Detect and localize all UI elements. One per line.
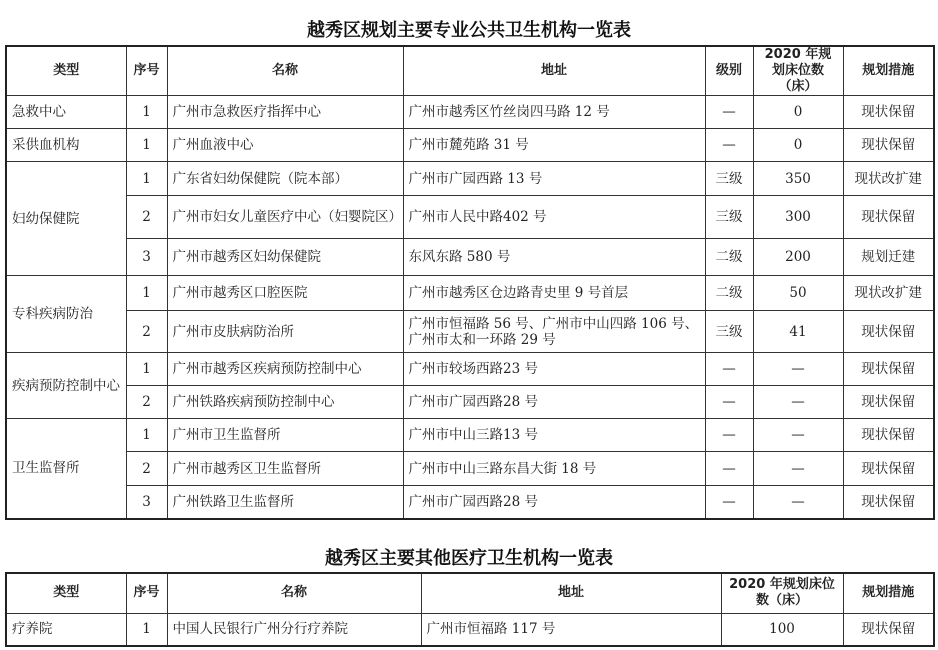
- table-cell: 广州市越秀区口腔医院: [167, 276, 403, 311]
- table-cell: 广州市广园西路28 号: [403, 486, 705, 519]
- table-cell: 100: [721, 613, 843, 646]
- table-cell: —: [705, 129, 753, 162]
- column-header: 2020 年规划床位数（床）: [753, 46, 843, 96]
- table-cell: 2: [126, 452, 167, 486]
- table-cell: 广州市越秀区仓边路青史里 9 号首层: [403, 276, 705, 311]
- column-header: 类型: [6, 573, 126, 613]
- table-row: [6, 311, 934, 353]
- table-cell: —: [753, 486, 843, 519]
- table-cell: 广州市越秀区疾病预防控制中心: [167, 353, 403, 386]
- table-cell: 现状保留: [843, 96, 934, 129]
- table-cell: 现状保留: [843, 452, 934, 486]
- type-cell: 卫生监督所: [6, 419, 126, 519]
- table-cell: 现状改扩建: [843, 162, 934, 196]
- table-cell: —: [753, 452, 843, 486]
- table-cell: 广东省妇幼保健院（院本部）: [167, 162, 403, 196]
- type-cell: 妇幼保健院: [6, 162, 126, 276]
- column-header: 地址: [421, 573, 721, 613]
- table-specialized-public-health: [5, 45, 935, 520]
- table-row: [6, 162, 934, 196]
- table-cell: 0: [753, 96, 843, 129]
- table-cell: —: [705, 386, 753, 419]
- column-header: 规划措施: [843, 573, 934, 613]
- table-cell: —: [705, 353, 753, 386]
- column-header: 规划措施: [843, 46, 934, 96]
- table-cell: 现状保留: [843, 419, 934, 452]
- table-cell: 广州市人民中路402 号: [403, 196, 705, 239]
- type-cell: 专科疾病防治: [6, 276, 126, 353]
- table-cell: 广州市中山三路东昌大街 18 号: [403, 452, 705, 486]
- table-cell: —: [705, 96, 753, 129]
- table-cell: 广州铁路卫生监督所: [167, 486, 403, 519]
- table-cell: 41: [753, 311, 843, 353]
- table-cell: 广州市越秀区妇幼保健院: [167, 239, 403, 276]
- column-header: 地址: [403, 46, 705, 96]
- table-cell: 广州市越秀区卫生监督所: [167, 452, 403, 486]
- table-cell: 广州市急救医疗指挥中心: [167, 96, 403, 129]
- table-row: [6, 419, 934, 452]
- type-cell: 疾病预防控制中心: [6, 353, 126, 419]
- table-cell: 现状保留: [843, 311, 934, 353]
- column-header: 2020 年规划床位数（床）: [721, 573, 843, 613]
- table-cell: 广州市卫生监督所: [167, 419, 403, 452]
- table-cell: 东风东路 580 号: [403, 239, 705, 276]
- column-header: 级别: [705, 46, 753, 96]
- table-cell: 现状保留: [843, 386, 934, 419]
- table-row: [6, 353, 934, 386]
- table-cell: 现状保留: [843, 486, 934, 519]
- header-row: [6, 573, 934, 613]
- column-header: 序号: [126, 573, 167, 613]
- table-cell: 0: [753, 129, 843, 162]
- table-cell: 二级: [705, 276, 753, 311]
- table-cell: 350: [753, 162, 843, 196]
- table-row: [6, 486, 934, 519]
- table-cell: 1: [126, 276, 167, 311]
- table-cell: 现状保留: [843, 353, 934, 386]
- type-cell: 采供血机构: [6, 129, 126, 162]
- table-cell: 广州市恒福路 117 号: [421, 613, 721, 646]
- table-row: [6, 196, 934, 239]
- table-cell: 现状改扩建: [843, 276, 934, 311]
- table-cell: 广州市皮肤病防治所: [167, 311, 403, 353]
- table-cell: 1: [126, 96, 167, 129]
- table-row: [6, 452, 934, 486]
- table-cell: 广州市中山三路13 号: [403, 419, 705, 452]
- table-cell: 广州铁路疾病预防控制中心: [167, 386, 403, 419]
- column-header: 序号: [126, 46, 167, 96]
- table-row: [6, 129, 934, 162]
- table-cell: 中国人民银行广州分行疗养院: [167, 613, 421, 646]
- table-cell: 现状保留: [843, 613, 934, 646]
- table-cell: 广州市妇女儿童医疗中心（妇婴院区）: [167, 196, 403, 239]
- table-cell: 广州血液中心: [167, 129, 403, 162]
- table1-title: 越秀区规划主要专业公共卫生机构一览表: [307, 20, 631, 41]
- table-cell: —: [753, 419, 843, 452]
- table-row: [6, 613, 934, 646]
- table-cell: 广州市越秀区竹丝岗四马路 12 号: [403, 96, 705, 129]
- table-cell: 现状保留: [843, 129, 934, 162]
- table-cell: 3: [126, 486, 167, 519]
- table-cell: 1: [126, 353, 167, 386]
- table-cell: 二级: [705, 239, 753, 276]
- table-cell: —: [753, 353, 843, 386]
- table-cell: —: [705, 452, 753, 486]
- table-row: [6, 386, 934, 419]
- table-cell: 2: [126, 311, 167, 353]
- table-cell: 规划迁建: [843, 239, 934, 276]
- table-cell: 1: [126, 129, 167, 162]
- table-cell: 广州市较场西路23 号: [403, 353, 705, 386]
- table-cell: 现状保留: [843, 196, 934, 239]
- type-cell: 疗养院: [6, 613, 126, 646]
- table-cell: 3: [126, 239, 167, 276]
- table-cell: 三级: [705, 311, 753, 353]
- table-cell: 广州市广园西路 13 号: [403, 162, 705, 196]
- table-cell: 三级: [705, 162, 753, 196]
- table-row: [6, 239, 934, 276]
- table-other-medical: [5, 572, 935, 647]
- table-cell: 2: [126, 196, 167, 239]
- table-cell: —: [753, 386, 843, 419]
- table-cell: —: [705, 419, 753, 452]
- table-cell: 50: [753, 276, 843, 311]
- table-cell: 广州市恒福路 56 号、广州市中山四路 106 号、广州市太和一环路 29 号: [403, 311, 705, 353]
- table-cell: —: [705, 486, 753, 519]
- table-cell: 广州市麓苑路 31 号: [403, 129, 705, 162]
- header-row: [6, 46, 934, 96]
- table-cell: 1: [126, 613, 167, 646]
- table-cell: 300: [753, 196, 843, 239]
- table-cell: 1: [126, 419, 167, 452]
- column-header: 类型: [6, 46, 126, 96]
- table-cell: 三级: [705, 196, 753, 239]
- table2-title: 越秀区主要其他医疗卫生机构一览表: [325, 548, 613, 569]
- table-cell: 2: [126, 386, 167, 419]
- column-header: 名称: [167, 46, 403, 96]
- table-cell: 200: [753, 239, 843, 276]
- column-header: 名称: [167, 573, 421, 613]
- table-cell: 1: [126, 162, 167, 196]
- table-row: [6, 276, 934, 311]
- type-cell: 急救中心: [6, 96, 126, 129]
- table-cell: 广州市广园西路28 号: [403, 386, 705, 419]
- table-row: [6, 96, 934, 129]
